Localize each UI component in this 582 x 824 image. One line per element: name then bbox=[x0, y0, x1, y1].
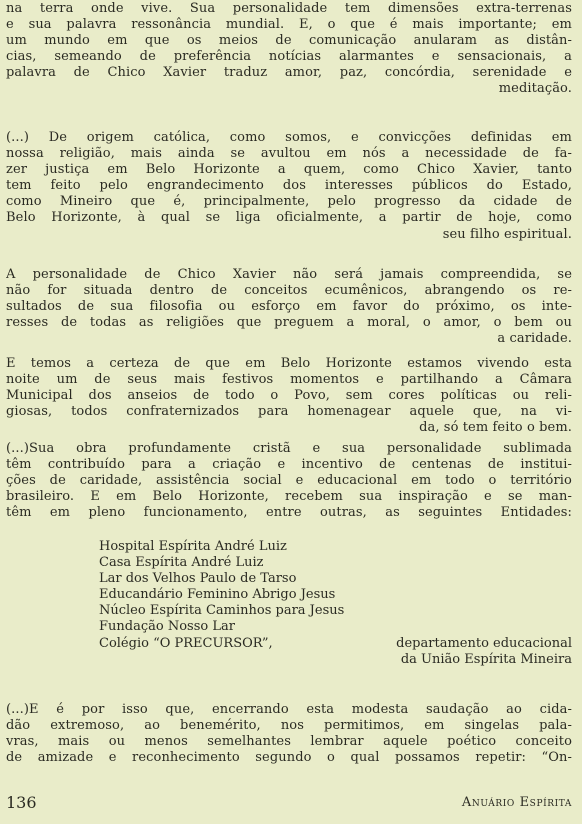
entity-name: Colégio “O PRECURSOR”, bbox=[99, 635, 273, 651]
list-item: Núcleo Espírita Caminhos para Jesus bbox=[99, 603, 345, 619]
text-line: Belo Horizonte, à qual se liga oficialmente, a partir de hoje, como bbox=[6, 210, 572, 226]
paragraph-3 bbox=[6, 267, 572, 347]
text-line: como Mineiro que é, principalmente, pelo progresso da cidade de bbox=[6, 194, 572, 210]
text-line: (...)E é por isso que, encerrando esta modesta saudação ao cida- bbox=[6, 702, 572, 717]
text-line: dão extremoso, ao benemérito, nos permitimos, em singelas pala- bbox=[6, 718, 572, 734]
text-line: noite um de seus mais festivos momentos e partilhando a Câmara bbox=[6, 372, 572, 388]
list-item: Casa Espírita André Luiz bbox=[99, 555, 264, 571]
text-line: Municipal dos anseios de todo o Povo, sem cores políticas ou reli- bbox=[6, 388, 572, 404]
entity-note-continuation: da União Espírita Mineira bbox=[400, 651, 572, 667]
text-line: A personalidade de Chico Xavier não será jamais compreendida, se bbox=[6, 267, 572, 282]
text-line: de amizade e reconhecimento segundo o qual possamos repetir: “On- bbox=[6, 750, 572, 766]
list-item bbox=[6, 636, 572, 652]
text-line: na terra onde vive. Sua personalidade tem dimensões extra-terrenas bbox=[6, 1, 572, 16]
paragraph-1 bbox=[6, 1, 572, 98]
text-line: têm em pleno funcionamento, entre outras, as seguintes Entidades: bbox=[6, 505, 572, 521]
text-line: sultados de sua filosofia ou esforço em favor do próximo, os inte- bbox=[6, 299, 572, 315]
list-item: Lar dos Velhos Paulo de Tarso bbox=[99, 571, 297, 587]
text-line: E temos a certeza de que em Belo Horizonte estamos vivendo esta bbox=[6, 356, 572, 371]
text-line: resses de todas as religiões que preguem a moral, o amor, o bem ou bbox=[6, 315, 572, 331]
text-line: giosas, todos confraternizados para homenagear aquele que, na vi- bbox=[6, 404, 572, 420]
text-line: brasileiro. E em Belo Horizonte, recebem sua inspiração e se man- bbox=[6, 489, 572, 505]
text-line: da, só tem feito o bem. bbox=[419, 420, 572, 436]
page-number: 136 bbox=[6, 793, 37, 812]
text-line: não for situada dentro de conceitos ecumênicos, abrangendo os re- bbox=[6, 283, 572, 299]
text-line: têm contribuído para a criação e incentivo de centenas de institui- bbox=[6, 457, 572, 473]
text-line: zer justiça em Belo Horizonte a quem, como Chico Xavier, tanto bbox=[6, 162, 572, 178]
text-line: vras, mais ou menos semelhantes lembrar aquele poético conceito bbox=[6, 734, 572, 750]
list-item: Hospital Espírita André Luiz bbox=[99, 539, 287, 554]
list-item: Fundação Nosso Lar bbox=[99, 619, 235, 635]
text-line: a caridade. bbox=[497, 331, 572, 347]
text-line: meditação. bbox=[498, 81, 572, 97]
paragraph-4 bbox=[6, 356, 572, 436]
entity-note: departamento educacional bbox=[396, 635, 572, 651]
list-item: Educandário Feminino Abrigo Jesus bbox=[99, 587, 336, 603]
text-line: tem feito pelo engrandecimento dos interesses públicos do Estado, bbox=[6, 178, 572, 194]
paragraph-6 bbox=[6, 702, 572, 766]
paragraph-5 bbox=[6, 441, 572, 521]
text-line: cias, semeando de preferência notícias alarmantes e sensacionais, a bbox=[6, 49, 572, 65]
text-line: (...) De origem católica, como somos, e convicções definidas em bbox=[6, 130, 572, 145]
text-line: e sua palavra ressonância mundial. E, o que é mais importante; em bbox=[6, 17, 572, 33]
text-line: seu filho espiritual. bbox=[442, 226, 572, 242]
page-footer bbox=[6, 793, 572, 813]
paragraph-2 bbox=[6, 130, 572, 243]
text-line: um mundo em que os meios de comunicação anularam as distân- bbox=[6, 33, 572, 49]
text-line: nossa religião, mais ainda se avultou em nós a necessidade de fa- bbox=[6, 146, 572, 162]
entity-list bbox=[6, 539, 572, 668]
text-line: (...)Sua obra profundamente cristã e sua personalidade sublimada bbox=[6, 441, 572, 456]
running-title: Anuário Espírita bbox=[461, 795, 572, 810]
text-line: ções de caridade, assistência social e educacional em todo o território bbox=[6, 473, 572, 489]
text-line: palavra de Chico Xavier traduz amor, paz, concórdia, serenidade e bbox=[6, 65, 572, 81]
